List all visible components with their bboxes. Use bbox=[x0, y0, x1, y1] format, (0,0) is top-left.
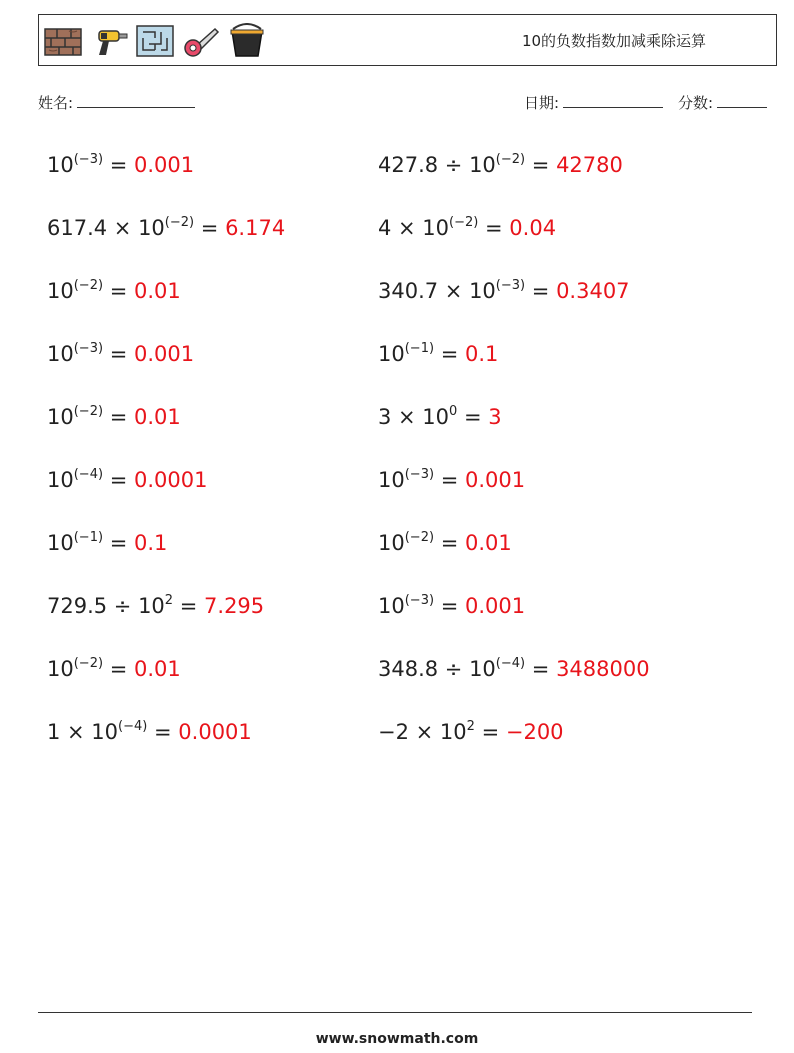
problem-exponent: (−1) bbox=[73, 530, 104, 545]
name-label: 姓名: bbox=[38, 94, 74, 112]
drill-icon bbox=[89, 23, 129, 59]
problem-answer: 6.174 bbox=[225, 216, 286, 240]
equals-sign: = bbox=[103, 468, 134, 492]
problem-expression: 10 bbox=[378, 342, 405, 366]
problem-answer: 0.3407 bbox=[556, 279, 630, 303]
problem-answer: 0.04 bbox=[509, 216, 557, 240]
problem-item bbox=[47, 341, 195, 366]
equals-sign: = bbox=[457, 405, 489, 429]
problem-exponent: (−2) bbox=[164, 215, 195, 230]
equals-sign: = bbox=[147, 720, 179, 744]
problem-expression: 617.4 × 10 bbox=[47, 216, 165, 240]
problem-item bbox=[47, 593, 265, 618]
equals-sign: = bbox=[525, 657, 557, 681]
problem-item bbox=[378, 719, 564, 744]
sheet-title: 10的负数指数加减乘除运算 bbox=[521, 32, 707, 50]
problem-expression: 729.5 ÷ 10 bbox=[47, 594, 165, 618]
score-label: 分数: bbox=[678, 94, 714, 112]
problem-expression: 10 bbox=[47, 153, 74, 177]
problem-expression: 427.8 ÷ 10 bbox=[378, 153, 496, 177]
problem-expression: 10 bbox=[378, 468, 405, 492]
problem-exponent: 2 bbox=[466, 719, 475, 734]
problem-item bbox=[47, 467, 208, 492]
date-label: 日期: bbox=[524, 94, 560, 112]
problem-exponent: (−2) bbox=[73, 656, 104, 671]
equals-sign: = bbox=[103, 657, 134, 681]
icon-strip bbox=[43, 23, 267, 59]
problem-answer: 0.001 bbox=[465, 468, 526, 492]
problem-item bbox=[378, 278, 630, 303]
problem-item bbox=[47, 656, 181, 681]
problem-expression: 4 × 10 bbox=[378, 216, 450, 240]
problem-item bbox=[47, 404, 181, 429]
problem-exponent: (−2) bbox=[449, 215, 479, 230]
equals-sign: = bbox=[434, 342, 465, 366]
equals-sign: = bbox=[103, 153, 134, 177]
problem-expression: 10 bbox=[47, 405, 74, 429]
problem-exponent: 0 bbox=[449, 404, 458, 419]
score-field[interactable] bbox=[678, 92, 767, 113]
equals-sign: = bbox=[525, 153, 557, 177]
problem-expression: 10 bbox=[47, 468, 74, 492]
problem-expression: 1 × 10 bbox=[47, 720, 119, 744]
problem-exponent: (−3) bbox=[73, 152, 104, 167]
equals-sign: = bbox=[474, 720, 506, 744]
problem-answer: 0.01 bbox=[134, 405, 181, 429]
problem-item bbox=[378, 404, 502, 429]
problem-expression: 10 bbox=[378, 531, 405, 555]
problem-item bbox=[47, 215, 286, 240]
problem-answer: 0.01 bbox=[465, 531, 512, 555]
problem-answer: 0.1 bbox=[465, 342, 499, 366]
problem-item bbox=[378, 656, 650, 681]
problem-exponent: (−4) bbox=[495, 656, 526, 671]
header-box bbox=[38, 14, 777, 66]
problem-item bbox=[378, 152, 623, 177]
problem-exponent: (−2) bbox=[495, 152, 526, 167]
equals-sign: = bbox=[434, 468, 465, 492]
equals-sign: = bbox=[434, 594, 465, 618]
problem-exponent: (−2) bbox=[404, 530, 435, 545]
problem-answer: 0.001 bbox=[465, 594, 526, 618]
problem-exponent: (−4) bbox=[118, 719, 148, 734]
problem-exponent: (−2) bbox=[73, 404, 104, 419]
problem-answer: 0.01 bbox=[134, 279, 181, 303]
equals-sign: = bbox=[434, 531, 465, 555]
problem-exponent: (−1) bbox=[404, 341, 435, 356]
problem-expression: 3 × 10 bbox=[378, 405, 450, 429]
problem-answer: 7.295 bbox=[204, 594, 265, 618]
problem-exponent: (−4) bbox=[73, 467, 104, 482]
equals-sign: = bbox=[103, 531, 134, 555]
problem-answer: 3 bbox=[488, 405, 502, 429]
problem-expression: 10 bbox=[47, 279, 74, 303]
footer-divider bbox=[38, 1012, 752, 1013]
equals-sign: = bbox=[103, 405, 134, 429]
problem-answer: 0.01 bbox=[134, 657, 181, 681]
problem-answer: 0.001 bbox=[134, 153, 195, 177]
problem-item bbox=[47, 152, 195, 177]
problem-item bbox=[378, 341, 499, 366]
problem-answer: 42780 bbox=[556, 153, 623, 177]
problem-exponent: (−2) bbox=[73, 278, 104, 293]
problem-expression: 10 bbox=[378, 594, 405, 618]
equals-sign: = bbox=[103, 342, 134, 366]
equals-sign: = bbox=[103, 279, 134, 303]
problem-answer: 0.001 bbox=[134, 342, 195, 366]
problem-expression: 10 bbox=[47, 342, 74, 366]
problem-item bbox=[378, 467, 526, 492]
chainsaw-icon bbox=[181, 23, 221, 59]
bucket-icon bbox=[227, 23, 267, 59]
problem-exponent: (−3) bbox=[73, 341, 104, 356]
equals-sign: = bbox=[525, 279, 557, 303]
problem-expression: −2 × 10 bbox=[378, 720, 467, 744]
problem-exponent: (−3) bbox=[404, 467, 435, 482]
date-blank[interactable] bbox=[563, 93, 663, 108]
problem-item bbox=[47, 719, 252, 744]
problem-expression: 10 bbox=[47, 657, 74, 681]
problem-exponent: (−3) bbox=[495, 278, 526, 293]
equals-sign: = bbox=[478, 216, 510, 240]
maze-icon bbox=[135, 23, 175, 59]
problem-expression: 340.7 × 10 bbox=[378, 279, 496, 303]
name-blank[interactable] bbox=[77, 93, 195, 108]
problem-answer: 0.0001 bbox=[134, 468, 208, 492]
date-field[interactable] bbox=[524, 92, 663, 113]
problem-item bbox=[378, 530, 512, 555]
problem-item bbox=[378, 215, 557, 240]
problem-item bbox=[378, 593, 526, 618]
problem-answer: 3488000 bbox=[556, 657, 650, 681]
equals-sign: = bbox=[194, 216, 226, 240]
problem-expression: 10 bbox=[47, 531, 74, 555]
footer-url: www.snowmath.com bbox=[315, 1031, 479, 1047]
problem-answer: 0.1 bbox=[134, 531, 168, 555]
bricks-icon bbox=[43, 23, 83, 59]
equals-sign: = bbox=[173, 594, 205, 618]
problem-exponent: 2 bbox=[164, 593, 174, 608]
problem-answer: 0.0001 bbox=[178, 720, 252, 744]
score-blank[interactable] bbox=[717, 93, 767, 108]
problem-item bbox=[47, 278, 181, 303]
name-field[interactable] bbox=[38, 92, 195, 113]
problem-item bbox=[47, 530, 168, 555]
problem-expression: 348.8 ÷ 10 bbox=[378, 657, 496, 681]
problem-answer: −200 bbox=[505, 720, 564, 744]
problem-exponent: (−3) bbox=[404, 593, 435, 608]
